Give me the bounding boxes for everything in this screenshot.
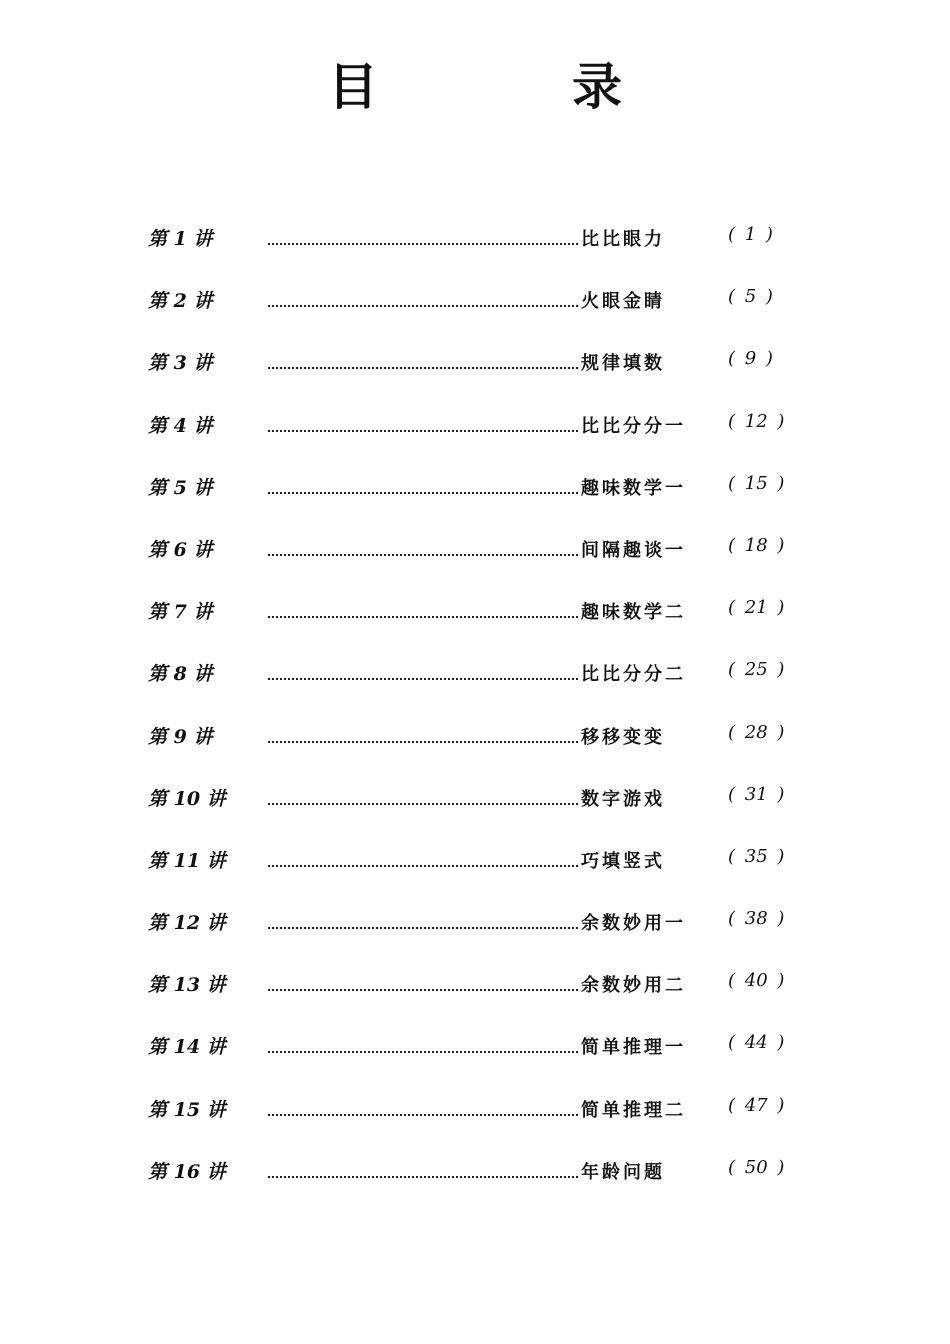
toc-entry xyxy=(0,525,950,587)
topic-title: 比比眼力 xyxy=(581,229,665,250)
dot-leader xyxy=(268,1114,578,1116)
dot-leader xyxy=(268,1051,578,1053)
topic-title: 余数妙用二 xyxy=(581,975,686,997)
topic-title: 简单推理一 xyxy=(581,1037,686,1059)
topic-title: 间隔趣谈一 xyxy=(581,539,686,561)
toc-entry xyxy=(0,774,950,836)
page-number: ( 5 ) xyxy=(728,286,773,308)
page-number: ( 21 ) xyxy=(728,597,785,619)
table-of-contents xyxy=(0,214,950,1209)
dot-leader xyxy=(268,1176,578,1178)
page-number: ( 44 ) xyxy=(728,1032,785,1054)
lecture-number: 第 13 讲 xyxy=(148,974,226,997)
toc-entry xyxy=(0,463,950,525)
page-number: ( 25 ) xyxy=(728,659,785,681)
lecture-number: 第 3 讲 xyxy=(148,352,213,375)
page-number: ( 18 ) xyxy=(728,534,785,556)
topic-title: 趣味数学二 xyxy=(581,602,686,624)
topic-title: 比比分分一 xyxy=(581,415,686,437)
page-number: ( 15 ) xyxy=(728,472,785,494)
toc-entry xyxy=(0,649,950,711)
toc-entry xyxy=(0,1022,950,1084)
dot-leader xyxy=(268,678,578,680)
toc-entry xyxy=(0,1085,950,1147)
dot-leader xyxy=(268,989,578,991)
dot-leader xyxy=(268,554,578,556)
topic-title: 简单推理二 xyxy=(581,1099,686,1121)
lecture-number: 第 8 讲 xyxy=(148,663,213,686)
page-number: ( 40 ) xyxy=(728,970,785,992)
dot-leader xyxy=(268,927,578,929)
dot-leader xyxy=(268,305,578,307)
page-number: ( 35 ) xyxy=(728,845,785,867)
lecture-number: 第 5 讲 xyxy=(148,476,213,499)
page-number: ( 1 ) xyxy=(728,224,773,245)
toc-entry xyxy=(0,836,950,898)
lecture-number: 第 6 讲 xyxy=(148,538,213,561)
lecture-number: 第 11 讲 xyxy=(148,849,226,872)
lecture-number: 第 1 讲 xyxy=(148,228,213,250)
dot-leader xyxy=(268,243,578,245)
toc-entry xyxy=(0,276,950,338)
toc-entry xyxy=(0,1147,950,1209)
dot-leader xyxy=(268,367,578,369)
lecture-number: 第 15 讲 xyxy=(148,1098,226,1121)
dot-leader xyxy=(268,741,578,743)
topic-title: 趣味数学一 xyxy=(581,477,686,499)
toc-entry xyxy=(0,214,950,276)
lecture-number: 第 14 讲 xyxy=(148,1036,226,1059)
topic-title: 余数妙用一 xyxy=(581,913,686,935)
topic-title: 巧填竖式 xyxy=(581,850,665,872)
lecture-number: 第 16 讲 xyxy=(148,1160,226,1183)
page-number: ( 9 ) xyxy=(728,348,773,370)
lecture-number: 第 12 讲 xyxy=(148,912,226,935)
topic-title: 数字游戏 xyxy=(581,788,665,810)
page-number: ( 38 ) xyxy=(728,908,785,930)
topic-title: 规律填数 xyxy=(581,353,665,375)
toc-entry xyxy=(0,898,950,960)
toc-entry xyxy=(0,587,950,649)
toc-entry xyxy=(0,338,950,400)
dot-leader xyxy=(268,865,578,867)
topic-title: 年龄问题 xyxy=(581,1161,665,1183)
dot-leader xyxy=(268,803,578,805)
topic-title: 比比分分二 xyxy=(581,664,686,686)
dot-leader xyxy=(268,616,578,618)
page-number: ( 50 ) xyxy=(728,1156,785,1178)
topic-title: 火眼金睛 xyxy=(581,291,665,313)
lecture-number: 第 4 讲 xyxy=(148,414,213,437)
lecture-number: 第 9 讲 xyxy=(148,725,213,748)
toc-entry xyxy=(0,960,950,1022)
lecture-number: 第 2 讲 xyxy=(148,290,213,313)
lecture-number: 第 7 讲 xyxy=(148,601,213,624)
toc-entry xyxy=(0,401,950,463)
topic-title: 移移变变 xyxy=(581,726,665,748)
dot-leader xyxy=(268,430,578,432)
page-number: ( 28 ) xyxy=(728,721,785,743)
lecture-number: 第 10 讲 xyxy=(148,787,226,810)
dot-leader xyxy=(268,492,578,494)
page-title: 目 录 xyxy=(328,57,694,116)
toc-entry xyxy=(0,712,950,774)
page-number: ( 31 ) xyxy=(728,783,785,805)
page-number: ( 12 ) xyxy=(728,410,785,432)
page-number: ( 47 ) xyxy=(728,1094,785,1116)
